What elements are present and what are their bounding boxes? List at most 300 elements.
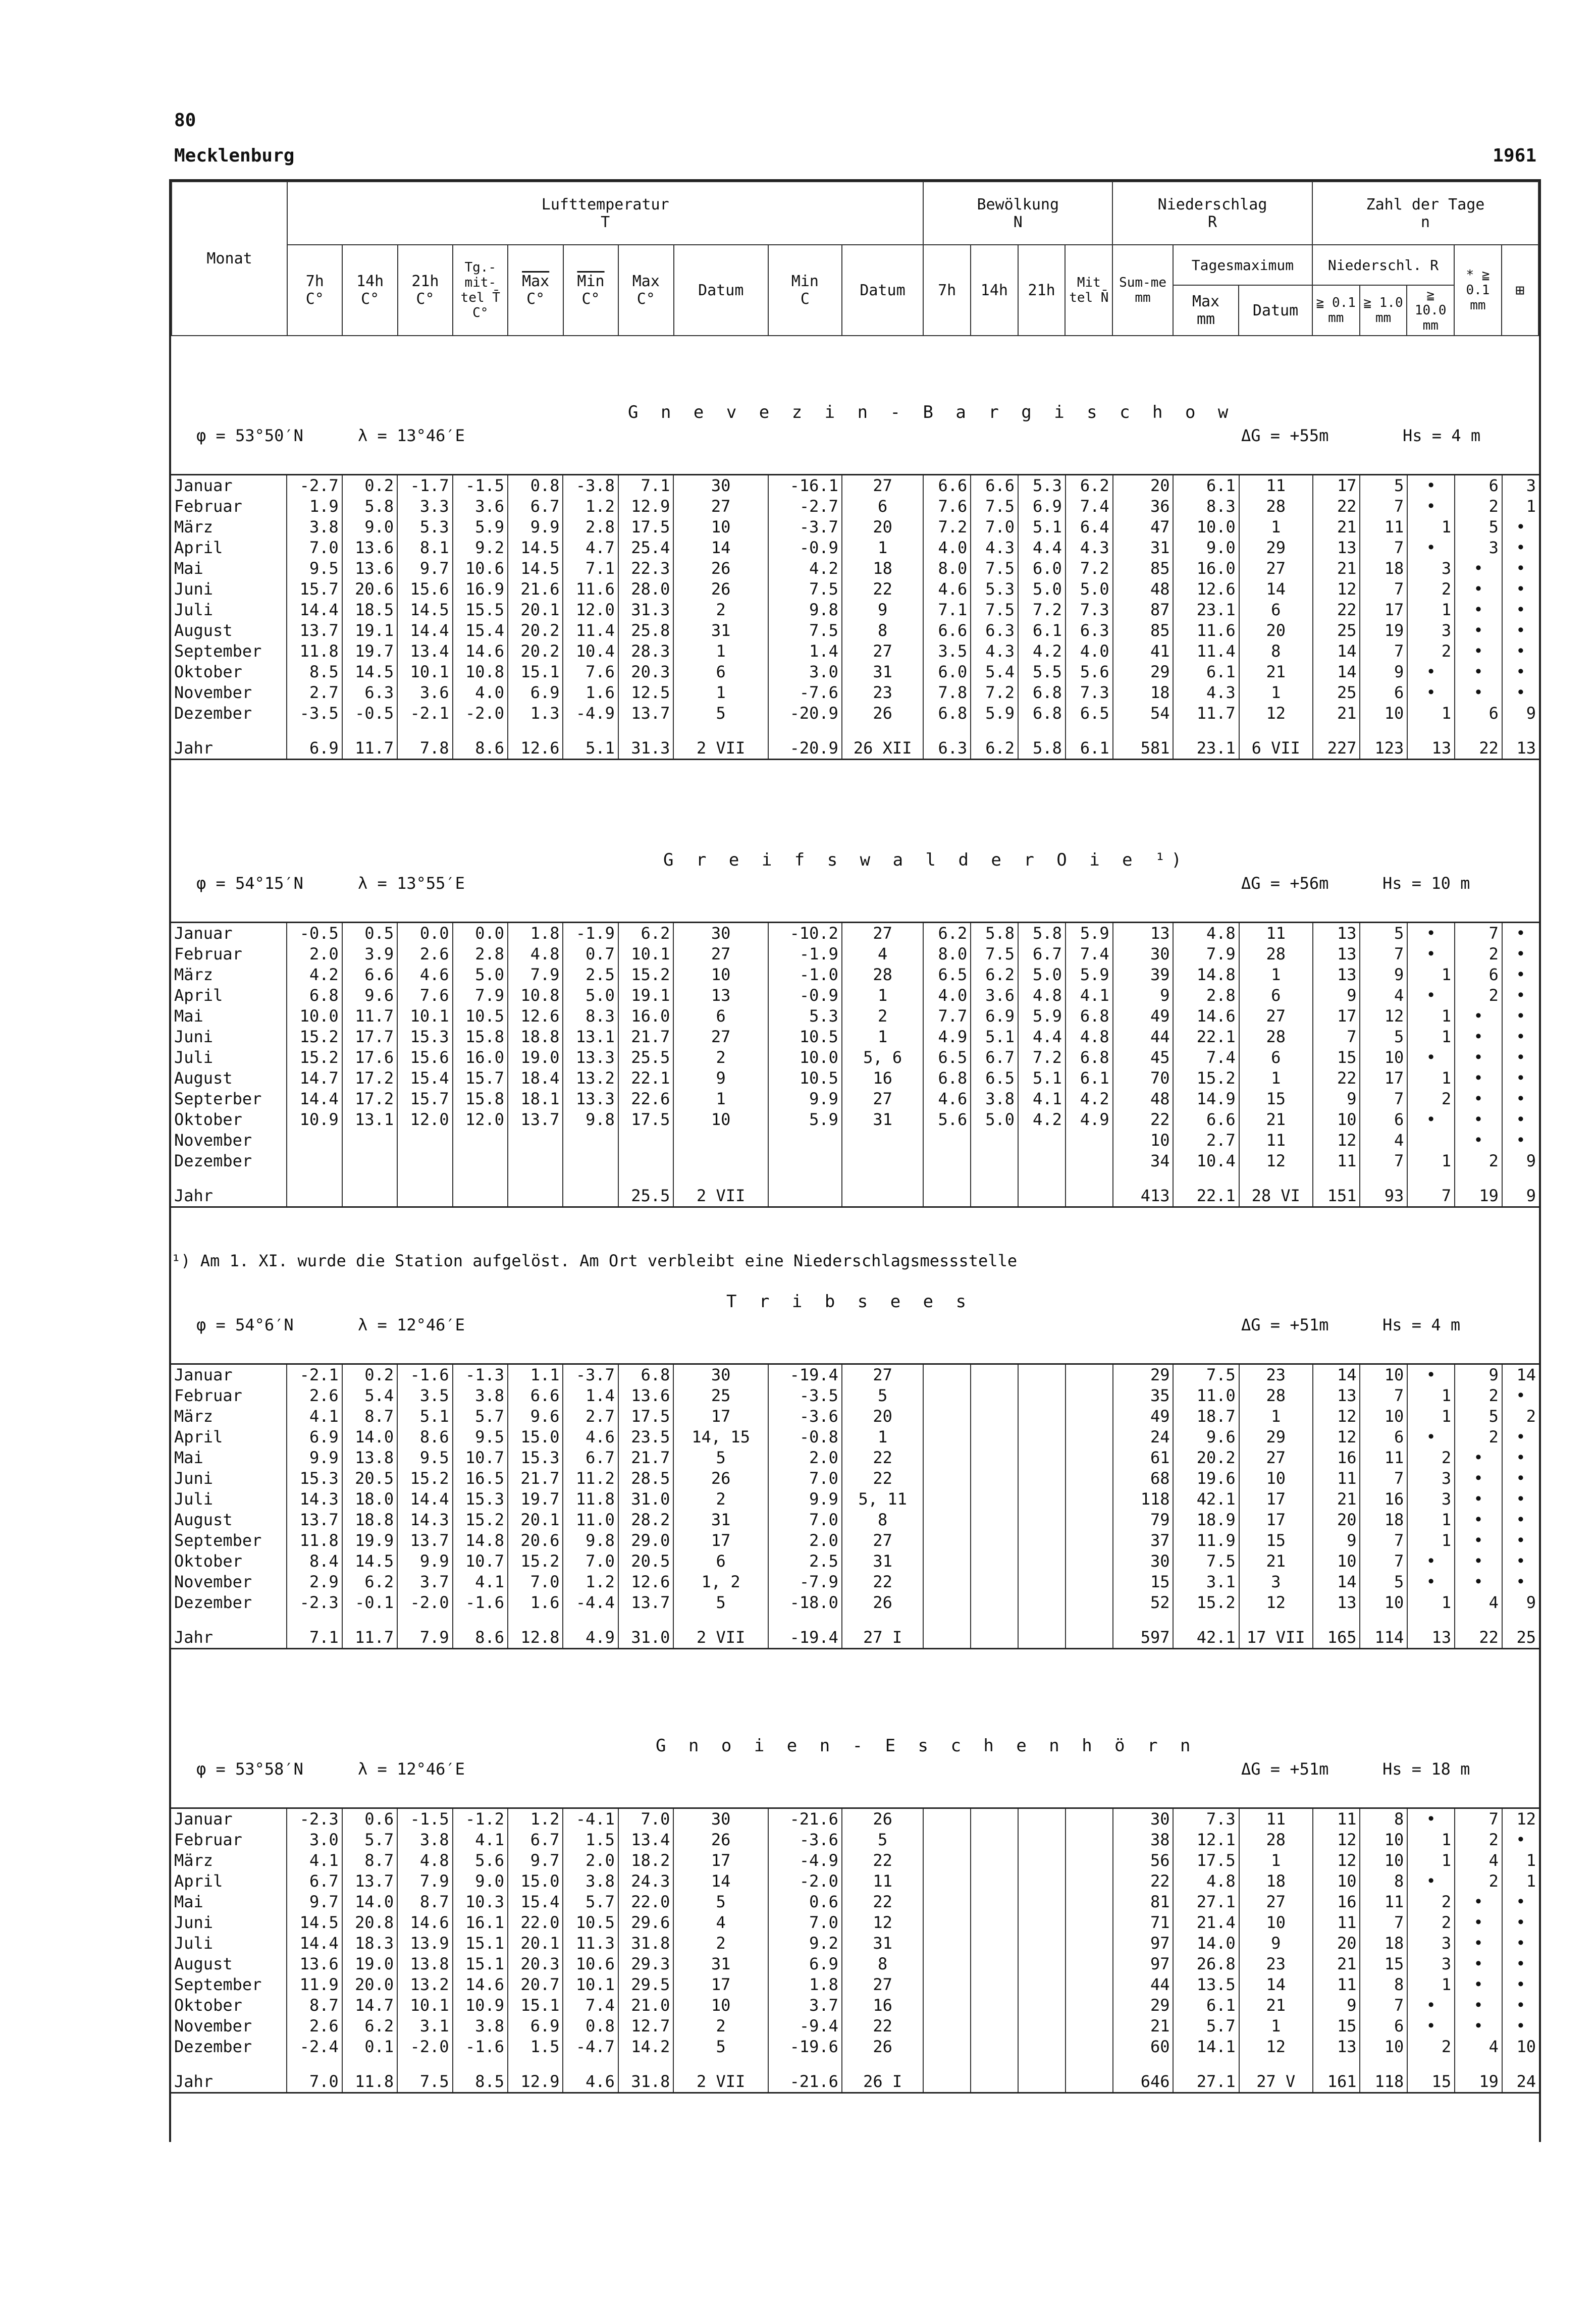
cell: 8.3 [1173, 496, 1239, 517]
cell: 10.0 [1173, 517, 1239, 538]
cell: 9 [1502, 1171, 1539, 1206]
cell: 13.7 [397, 1530, 452, 1551]
cell: 26.8 [1173, 1954, 1239, 1974]
cell: 1.1 [508, 1365, 563, 1385]
cell: -18.0 [768, 1592, 842, 1613]
cell: 4.6 [923, 1089, 971, 1109]
cell: 10.5 [453, 1006, 508, 1027]
cell: 15.1 [508, 1995, 563, 2016]
station-hs: Hs = 4 m [1382, 1315, 1461, 1334]
cell: 8.5 [287, 662, 342, 682]
cell: 12.7 [618, 2016, 673, 2037]
cell: 1.8 [508, 923, 563, 944]
page-number: 80 [174, 110, 196, 131]
station-hs: Hs = 10 m [1382, 874, 1470, 893]
cell: 20.0 [342, 1974, 397, 1995]
cell: 7.2 [923, 517, 971, 538]
cell: 14.4 [397, 620, 452, 641]
cell: 5.7 [342, 1830, 397, 1850]
cell: 8 [1239, 641, 1313, 662]
cell: 2 [1455, 1385, 1502, 1406]
cell: 2.0 [768, 1448, 842, 1468]
cell: 20 [1113, 475, 1174, 496]
cell: 8 [1360, 1871, 1407, 1892]
cell: 13 [1502, 724, 1539, 759]
cell: 18.8 [342, 1510, 397, 1530]
cell: 15.1 [453, 1933, 508, 1954]
cell: 11 [1239, 475, 1313, 496]
cell: 11.8 [563, 1489, 618, 1510]
cell: 1 [1407, 1406, 1455, 1427]
header-tgmittel: Tg.-mit-tel T̄ C° [453, 245, 508, 336]
cell: 25.5 [618, 1171, 673, 1206]
row-label: Oktober [174, 1110, 242, 1129]
cell: • [1407, 1047, 1455, 1068]
cell: 14.9 [1173, 1089, 1239, 1109]
cell [1066, 1871, 1113, 1892]
cell: 18 [842, 558, 924, 579]
cell: 11 [1239, 1130, 1313, 1151]
cell: 7 [1360, 538, 1407, 558]
cell: 27 [1239, 1892, 1313, 1912]
cell [508, 1151, 563, 1171]
month-row [171, 1954, 1539, 1974]
cell: 3.8 [453, 1385, 508, 1406]
cell: -20.9 [768, 724, 842, 759]
cell: 7.9 [453, 985, 508, 1006]
cell: 1.5 [508, 2037, 563, 2057]
cell: 6.7 [508, 496, 563, 517]
station-dg: ΔG = +51m [1241, 1315, 1329, 1334]
cell: 28.0 [618, 579, 673, 600]
cell: 12 [1239, 2037, 1313, 2057]
cell: 22.1 [1173, 1027, 1239, 1047]
cell [1018, 2016, 1066, 2037]
cell: 22 [1455, 1613, 1502, 1648]
row-label: März [174, 965, 214, 984]
cell: 3.1 [397, 2016, 452, 2037]
cell: -2.7 [768, 496, 842, 517]
cell: 6.8 [923, 1068, 971, 1089]
cell: • [1502, 558, 1539, 579]
cell: 13 [673, 985, 768, 1006]
cell: -1.9 [768, 944, 842, 965]
cell [971, 1850, 1018, 1871]
month-row [171, 1027, 1539, 1047]
cell [1018, 1572, 1066, 1592]
cell: 4.9 [1066, 1109, 1113, 1130]
cell: 7.2 [1066, 558, 1113, 579]
cell [971, 1933, 1018, 1954]
cell: 1 [1407, 1850, 1455, 1871]
station-lat: φ = 54°6′N [196, 1315, 294, 1334]
cell: 5, 6 [842, 1047, 924, 1068]
cell: • [1455, 1892, 1502, 1912]
cell: 12 [1239, 703, 1313, 724]
cell: • [1502, 517, 1539, 538]
cell: 4.6 [923, 579, 971, 600]
cell: 9.9 [768, 1089, 842, 1109]
cell: 8 [842, 1954, 924, 1974]
cell: 20.3 [508, 1954, 563, 1974]
cell: 15.7 [397, 1089, 452, 1109]
cell [1018, 1489, 1066, 1510]
cell: 7.7 [923, 1006, 971, 1027]
cell: 9.9 [768, 1489, 842, 1510]
cell: 14.5 [342, 662, 397, 682]
cell: 14.7 [342, 1995, 397, 2016]
cell: 14.5 [342, 1551, 397, 1572]
cell: 49 [1113, 1006, 1174, 1027]
cell: 12 [1360, 1006, 1407, 1027]
cell: 5 [1455, 517, 1502, 538]
cell: 11 [842, 1871, 924, 1892]
cell: 21.4 [1173, 1912, 1239, 1933]
cell: 56 [1113, 1850, 1174, 1871]
cell [673, 1130, 768, 1151]
station-hs: Hs = 4 m [1403, 426, 1481, 445]
cell: 15.7 [453, 1068, 508, 1089]
cell: 12.0 [453, 1109, 508, 1130]
cell: • [1455, 600, 1502, 620]
month-row [171, 517, 1539, 538]
cell: 1 [673, 682, 768, 703]
cell: 21.7 [508, 1468, 563, 1489]
cell: 1.4 [768, 641, 842, 662]
cell: 29.0 [618, 1530, 673, 1551]
year-row [171, 724, 1539, 759]
cell: 7 [1455, 923, 1502, 944]
cell: 21.6 [508, 579, 563, 600]
cell: 13 [1313, 538, 1360, 558]
cell: • [1502, 1912, 1539, 1933]
month-row [171, 1572, 1539, 1592]
cell: 10 [673, 1109, 768, 1130]
cell: 4.1 [453, 1830, 508, 1850]
cell: 0.2 [342, 1365, 397, 1385]
cell: 5.4 [342, 1385, 397, 1406]
cell: 18.2 [618, 1850, 673, 1871]
cell [1018, 1427, 1066, 1448]
cell: • [1455, 1912, 1502, 1933]
month-row [171, 1892, 1539, 1912]
month-row [171, 1933, 1539, 1954]
cell: 6.5 [971, 1068, 1018, 1089]
cell: 7.1 [618, 475, 673, 496]
cell: 27 [842, 641, 924, 662]
cell: • [1455, 2016, 1502, 2037]
cell: 12.5 [618, 682, 673, 703]
cell: 9 [842, 600, 924, 620]
cell: 23 [1239, 1954, 1313, 1974]
cell: 5.3 [971, 579, 1018, 600]
cell: 42.1 [1173, 1489, 1239, 1510]
cell: 4.8 [1173, 1871, 1239, 1892]
cell: 17 [1360, 1068, 1407, 1089]
cell: 0.0 [397, 923, 452, 944]
cell: 5.0 [453, 965, 508, 985]
cell: 5.8 [1018, 923, 1066, 944]
month-row [171, 1530, 1539, 1551]
cell: 2.9 [287, 1572, 342, 1592]
cell: • [1502, 1068, 1539, 1089]
cell: 13 [1113, 923, 1174, 944]
cell: 3.0 [768, 662, 842, 682]
cell: 10 [1360, 1047, 1407, 1068]
cell: 1 [842, 1027, 924, 1047]
cell: 10.3 [453, 1892, 508, 1912]
row-label: April [174, 986, 223, 1005]
cell: 9 [1455, 1365, 1502, 1385]
cell: 22.0 [508, 1912, 563, 1933]
cell: 114 [1360, 1613, 1407, 1648]
cell: 2 [1455, 1151, 1502, 1171]
cell: 1 [1502, 1871, 1539, 1892]
cell: 11.0 [563, 1510, 618, 1530]
cell: • [1455, 579, 1502, 600]
cell: 5.0 [563, 985, 618, 1006]
cell [923, 1830, 971, 1850]
cell: 7.6 [397, 985, 452, 1006]
cell: 5.6 [453, 1850, 508, 1871]
cell: 31.3 [618, 600, 673, 620]
cell: 7.3 [1066, 600, 1113, 620]
cell: 4.2 [1018, 1109, 1066, 1130]
row-label: Januar [174, 1365, 233, 1384]
cell [923, 1427, 971, 1448]
cell: 4.6 [563, 1427, 618, 1448]
cell: 13.7 [287, 1510, 342, 1530]
cell: 3.6 [453, 496, 508, 517]
cell: 7 [1455, 1809, 1502, 1830]
cell: • [1407, 475, 1455, 496]
row-label: Juli [174, 1489, 214, 1509]
cell [923, 1468, 971, 1489]
cell: 6.2 [923, 923, 971, 944]
cell: 21 [1113, 2016, 1174, 2037]
cell: 6.2 [342, 2016, 397, 2037]
cell: • [1455, 1572, 1502, 1592]
cell [618, 1151, 673, 1171]
cell: 9.0 [453, 1871, 508, 1892]
cell: 7.5 [768, 620, 842, 641]
cell: 6.9 [287, 724, 342, 759]
cell: 11.7 [342, 1613, 397, 1648]
cell: 15.2 [1173, 1068, 1239, 1089]
cell: 4.8 [397, 1850, 452, 1871]
month-row [171, 1006, 1539, 1027]
cell: 5 [673, 1448, 768, 1468]
row-label: November [174, 2016, 252, 2035]
cell: • [1502, 1027, 1539, 1047]
cell: 17 [1239, 1489, 1313, 1510]
cell: 16.0 [453, 1047, 508, 1068]
cell: -7.9 [768, 1572, 842, 1592]
cell: • [1407, 1572, 1455, 1592]
cell: 2 [1455, 944, 1502, 965]
cell: 27 [842, 1365, 924, 1385]
cell: 20 [1239, 620, 1313, 641]
cell: 7 [1360, 944, 1407, 965]
cell: 19 [1455, 1171, 1502, 1206]
cell: -0.9 [768, 985, 842, 1006]
cell: 4.8 [1173, 923, 1239, 944]
cell: -9.4 [768, 2016, 842, 2037]
cell: 29 [1113, 662, 1174, 682]
month-row [171, 1830, 1539, 1850]
cell: 13.4 [618, 1830, 673, 1850]
cell: -19.4 [768, 1365, 842, 1385]
cell: 10.6 [453, 558, 508, 579]
month-row [171, 1047, 1539, 1068]
cell: 20 [1313, 1510, 1360, 1530]
cell [971, 1385, 1018, 1406]
cell: 18.5 [342, 600, 397, 620]
cell: -1.6 [453, 1592, 508, 1613]
cell: 3.8 [971, 1089, 1018, 1109]
cell: 5.3 [1018, 475, 1066, 496]
row-label: April [174, 538, 223, 557]
table-header [171, 181, 1539, 336]
cell: 2 [1455, 1871, 1502, 1892]
cell: 31 [673, 1510, 768, 1530]
cell: 10 [1313, 1109, 1360, 1130]
cell: 7 [1360, 1551, 1407, 1572]
cell: 6.1 [1173, 475, 1239, 496]
cell: 9.2 [453, 538, 508, 558]
cell: 2 [673, 1489, 768, 1510]
cell: 2 VII [673, 1171, 768, 1206]
cell: 3.3 [397, 496, 452, 517]
cell: 6.2 [618, 923, 673, 944]
cell [673, 1151, 768, 1171]
cell: 30 [1113, 1809, 1174, 1830]
cell: 8.0 [923, 944, 971, 965]
cell: 22.1 [618, 1068, 673, 1089]
header-tages-max: Max mm [1173, 285, 1239, 336]
cell [1066, 1171, 1113, 1206]
cell: 30 [673, 923, 768, 944]
header-ge-01: ≧ 0.1 mm [1312, 285, 1360, 336]
row-label: März [174, 1851, 214, 1870]
cell: 4.4 [1018, 1027, 1066, 1047]
cell [923, 1151, 971, 1171]
cell [923, 1892, 971, 1912]
cell: 7.0 [768, 1912, 842, 1933]
month-row [171, 1109, 1539, 1130]
cell: 11 [1313, 1974, 1360, 1995]
cell [971, 1892, 1018, 1912]
cell: • [1502, 1089, 1539, 1109]
cell: 10 [673, 1995, 768, 2016]
cell: 15 [1239, 1530, 1313, 1551]
cell: 7.1 [563, 558, 618, 579]
cell: 8.1 [397, 538, 452, 558]
cell: 0.6 [768, 1892, 842, 1912]
cell: 31.8 [618, 1933, 673, 1954]
cell: 20.5 [342, 1468, 397, 1489]
cell [768, 1151, 842, 1171]
cell: 1 [1239, 1850, 1313, 1871]
cell: 5.1 [397, 1406, 452, 1427]
cell: 21.7 [618, 1448, 673, 1468]
cell [1018, 1954, 1066, 1974]
cell: • [1407, 1551, 1455, 1572]
month-row [171, 558, 1539, 579]
cell: 5.0 [1066, 579, 1113, 600]
cell: -1.5 [397, 1809, 452, 1830]
cell: 5.7 [453, 1406, 508, 1427]
cell: 6 VII [1239, 724, 1313, 759]
cell: 24 [1502, 2057, 1539, 2092]
cell: 5.9 [1066, 965, 1113, 985]
cell: 5.1 [971, 1027, 1018, 1047]
cell: 15.6 [397, 1047, 452, 1068]
cell: 21 [1239, 662, 1313, 682]
cell: 13.2 [397, 1974, 452, 1995]
cell: 15 [1360, 1954, 1407, 1974]
cell: 13 [1313, 944, 1360, 965]
cell: 22 [842, 579, 924, 600]
header-niederschlag: Niederschlag R [1112, 182, 1312, 245]
cell: 14.6 [453, 1974, 508, 1995]
cell: 17 [673, 1850, 768, 1871]
cell [971, 1954, 1018, 1974]
cell: 3 [1407, 620, 1455, 641]
cell: 9.6 [342, 985, 397, 1006]
cell: • [1502, 682, 1539, 703]
cell: 11.0 [1173, 1385, 1239, 1406]
cell: 2 [1455, 1830, 1502, 1850]
cell [342, 1171, 397, 1206]
month-row [171, 1809, 1539, 1830]
cell [1066, 1385, 1113, 1406]
cell: 20.8 [342, 1912, 397, 1933]
cell: 27.1 [1173, 2057, 1239, 2092]
cell [971, 1592, 1018, 1613]
cell: 4.2 [1018, 641, 1066, 662]
cell: • [1502, 1427, 1539, 1448]
cell: 7 [1313, 1027, 1360, 1047]
month-row [171, 1489, 1539, 1510]
cell [1018, 1830, 1066, 1850]
cell: 6.7 [563, 1448, 618, 1468]
cell: 1 [673, 641, 768, 662]
cell: 27 [673, 944, 768, 965]
cell: 18 [1360, 1933, 1407, 1954]
cell: 12.1 [1173, 1830, 1239, 1850]
cell: 6 [842, 496, 924, 517]
cell: 2 VII [673, 1613, 768, 1648]
cell: 68 [1113, 1468, 1174, 1489]
month-row [171, 923, 1539, 944]
cell [768, 1130, 842, 1151]
cell: 10 [1360, 1830, 1407, 1850]
cell [923, 1365, 971, 1385]
cell: 5.0 [1018, 965, 1066, 985]
cell: -21.6 [768, 2057, 842, 2092]
cell: 21.7 [618, 1027, 673, 1047]
cell [1018, 1530, 1066, 1551]
cell [1066, 1427, 1113, 1448]
cell: 20.5 [618, 1551, 673, 1572]
cell: 6.6 [971, 475, 1018, 496]
cell: • [1407, 2016, 1455, 2037]
cell [971, 2057, 1018, 2092]
cell: 14.0 [1173, 1933, 1239, 1954]
cell [287, 1130, 342, 1151]
cell: 15.5 [453, 600, 508, 620]
